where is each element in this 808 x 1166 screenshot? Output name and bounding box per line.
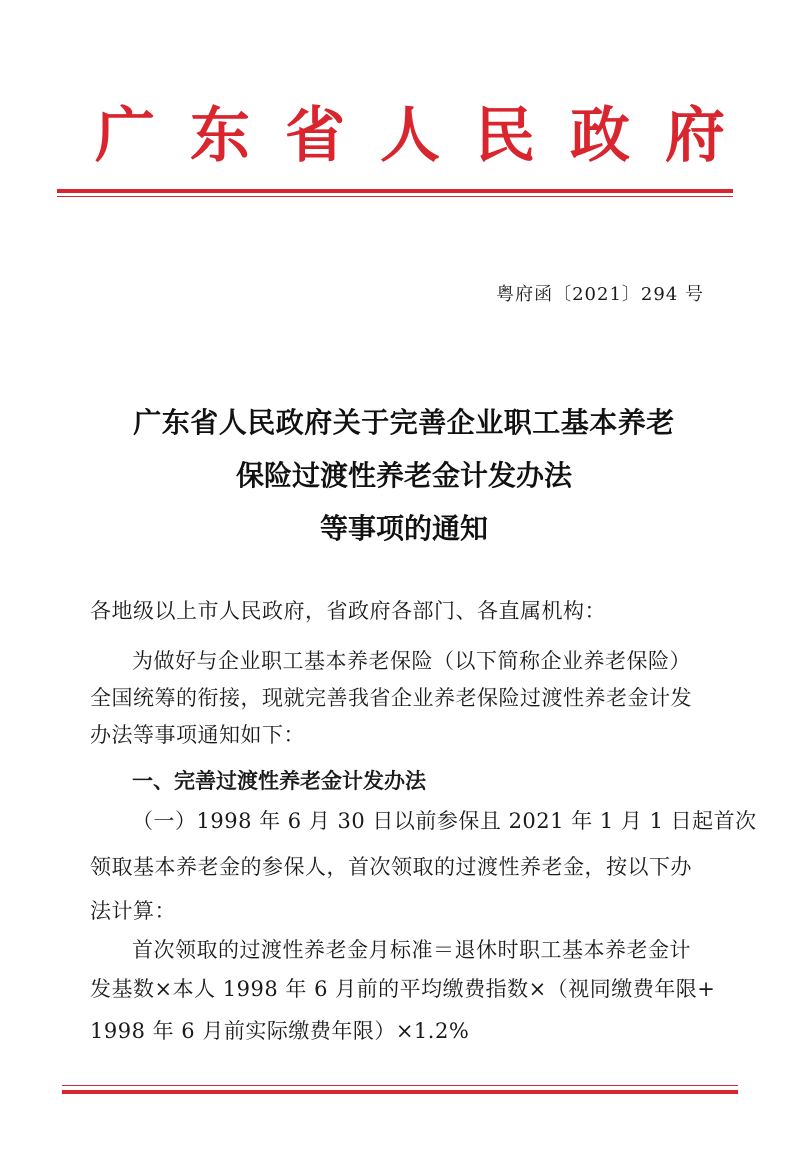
masthead-rule-thin	[57, 196, 733, 197]
document-number: 粤府函〔2021〕294 号	[496, 284, 704, 305]
formula-line: 首次领取的过渡性养老金月标准＝退休时职工基本养老金计	[132, 938, 691, 962]
masthead-title	[95, 98, 725, 174]
masthead-char: 广	[95, 101, 155, 171]
document-title-line-1: 广东省人民政府关于完善企业职工基本养老	[133, 406, 675, 439]
masthead-char: 政	[570, 101, 630, 171]
formula-line: 1998 年 6 月前实际缴费年限）×1.2%	[90, 1019, 470, 1043]
salutation: 各地级以上市人民政府，省政府各部门、各直属机构：	[90, 599, 606, 623]
intro-paragraph-line: 办法等事项通知如下：	[90, 723, 305, 747]
masthead-rule-thick	[57, 189, 733, 193]
document-title-line-2: 保险过渡性养老金计发办法	[235, 459, 572, 492]
masthead-char: 东	[190, 101, 250, 171]
masthead-char: 人	[380, 101, 440, 171]
formula-line: 发基数×本人 1998 年 6 月前的平均缴费指数×（视同缴费年限+	[90, 977, 716, 1001]
item-paragraph-line: （一）1998 年 6 月 30 日以前参保且 2021 年 1 月 1 日起首次	[132, 809, 757, 833]
item-paragraph-line: 领取基本养老金的参保人，首次领取的过渡性养老金，按以下办	[90, 855, 692, 879]
footer-rule-thick	[62, 1090, 738, 1094]
masthead-char: 府	[665, 101, 725, 171]
document-title-line-3: 等事项的通知	[319, 512, 488, 545]
masthead-char: 民	[475, 101, 535, 171]
intro-paragraph-line: 为做好与企业职工基本养老保险（以下简称企业养老保险）	[132, 649, 691, 673]
masthead-char: 省	[285, 101, 345, 171]
section-heading: 一、完善过渡性养老金计发办法	[132, 769, 426, 793]
item-paragraph-line: 法计算：	[90, 899, 176, 923]
footer-rule-thin	[62, 1085, 738, 1086]
intro-paragraph-line: 全国统筹的衔接，现就完善我省企业养老保险过渡性养老金计发	[90, 686, 692, 710]
